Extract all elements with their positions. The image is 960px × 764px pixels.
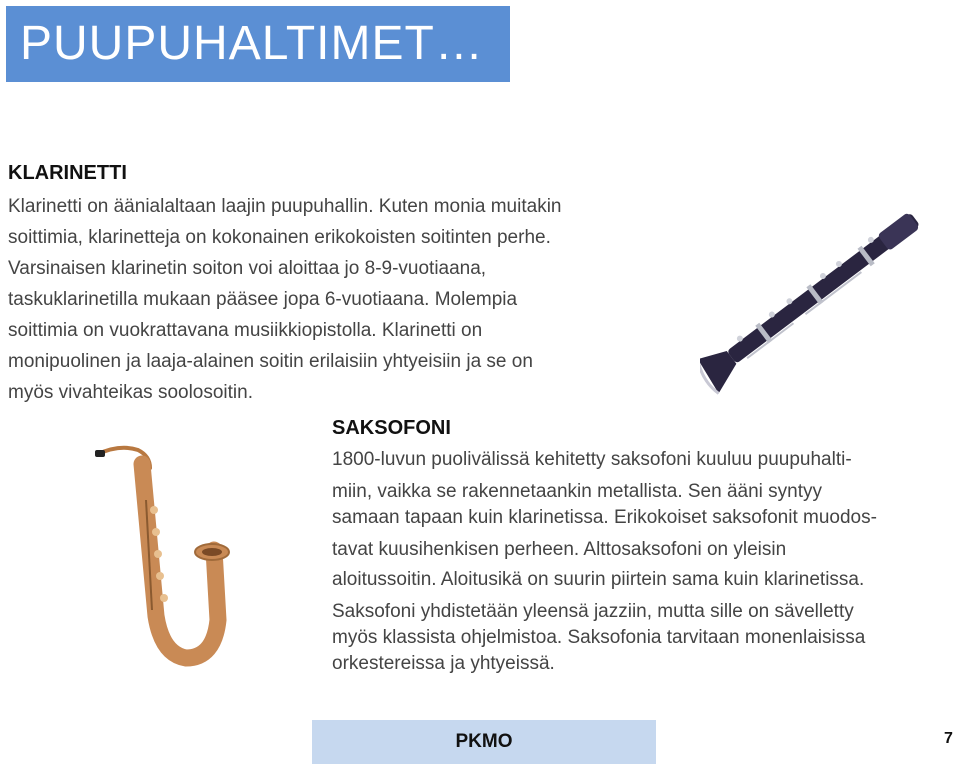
klarinetti-line-7: myös vivahteikas soolosoitin. <box>8 382 253 403</box>
klarinetti-paragraph <box>8 191 561 408</box>
saksofoni-line-8: orkestereissa ja yhtyeissä. <box>332 653 555 674</box>
slide-title: PUUPUHALTIMET… <box>20 17 484 70</box>
klarinetti-line-2: soittimia, klarinetteja on kokonainen erikokoisten soitinten perhe. <box>8 227 551 248</box>
klarinetti-heading: KLARINETTI <box>8 162 127 184</box>
saxophone-image <box>92 440 237 670</box>
page-number: 7 <box>944 730 953 747</box>
footer-bar <box>312 720 656 764</box>
saksofoni-line-3: samaan tapaan kuin klarinetissa. Erikokoiset saksofonit muodos- <box>332 507 877 528</box>
saksofoni-line-7: myös klassista ohjelmistoa. Saksofonia tarvitaan monenlaisissa <box>332 627 866 648</box>
saksofoni-line-4: tavat kuusihenkisen perheen. Alttosaksofoni on yleisin <box>332 539 787 560</box>
clarinet-image <box>700 180 945 405</box>
saksofoni-paragraph <box>332 446 877 678</box>
klarinetti-line-3: Varsinaisen klarinetin soiton voi aloittaa jo 8-9-vuotiaana, <box>8 258 487 279</box>
klarinetti-line-6: monipuolinen ja laaja-alainen soitin erilaisiin yhtyeisiin ja se on <box>8 351 533 372</box>
saksofoni-line-1: 1800-luvun puolivälissä kehitetty saksofoni kuuluu puupuhalti- <box>332 449 852 470</box>
saksofoni-line-5: aloitussoitin. Aloitusikä on suurin piirtein sama kuin klarinetissa. <box>332 569 865 590</box>
klarinetti-line-4: taskuklarinetilla mukaan pääsee jopa 6-vuotiaana. Molempia <box>8 289 518 310</box>
saksofoni-heading: SAKSOFONI <box>332 417 451 439</box>
saksofoni-line-6: Saksofoni yhdistetään yleensä jazziin, mutta sille on sävelletty <box>332 601 854 622</box>
klarinetti-line-5: soittimia on vuokrattavana musiikkiopistolla. Klarinetti on <box>8 320 483 341</box>
footer-label: PKMO <box>455 731 513 752</box>
saksofoni-line-2: miin, vaikka se rakennetaankin metallista. Sen ääni syntyy <box>332 481 823 502</box>
klarinetti-line-1: Klarinetti on äänialaltaan laajin puupuhallin. Kuten monia muitakin <box>8 196 562 217</box>
title-bar <box>6 6 510 82</box>
